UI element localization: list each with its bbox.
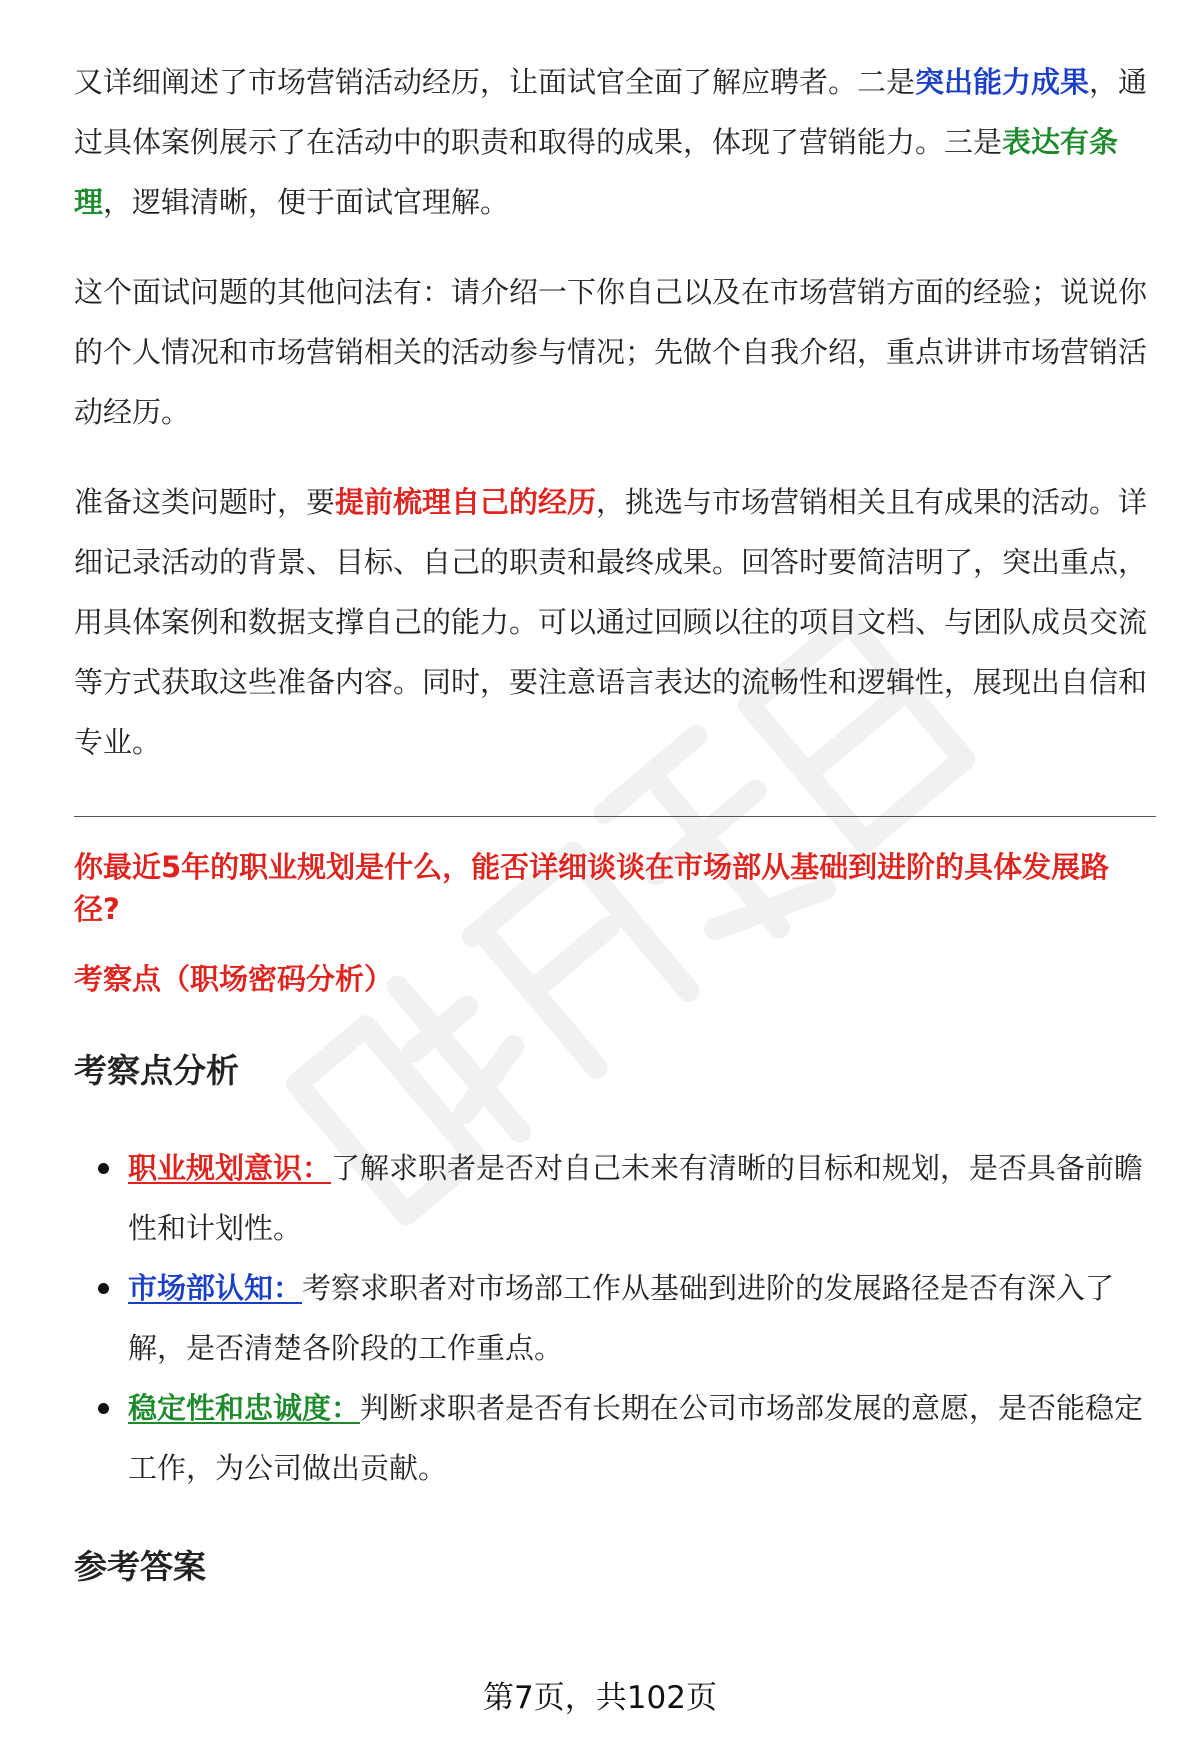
analysis-list — [74, 1138, 1154, 1498]
point-label: 市场部认知： — [128, 1271, 303, 1305]
list-item — [74, 1378, 1154, 1498]
text-span: ，挑选与市场营销相关且有成果的活动。详细记录活动的背景、目标、自己的职责和最终成果。回答时要简洁明了，突出重点，用具体案例和数据支撑自己的能力。可以通过回顾以往的项目文档、与团队成员交流等方式获取这些准备内容。同时，要注意语言表达的流畅性和逻辑性，展现出自信和专业。 — [74, 485, 1148, 759]
point-label: 稳定性和忠诚度： — [128, 1391, 361, 1425]
bullet-icon — [98, 1403, 109, 1414]
paragraph-preparation — [74, 472, 1152, 772]
page-footer: 第7页，共102页 — [483, 1680, 717, 1716]
answer-heading: 参考答案 — [74, 1547, 206, 1586]
list-item — [74, 1258, 1154, 1378]
highlight-prepare: 提前梳理自己的经历 — [335, 485, 597, 519]
paragraph-summary — [74, 52, 1152, 232]
point-text: 了解求职者是否对自己未来有清晰的目标和规划，是否具备前瞻性和计划性。 — [128, 1151, 1144, 1245]
point-text: 判断求职者是否有长期在公司市场部发展的意愿，是否能稳定工作，为公司做出贡献。 — [128, 1391, 1144, 1485]
paragraph-alternatives: 这个面试问题的其他问法有：请介绍一下你自己以及在市场营销方面的经验；说说你的个人情况和市场营销相关的活动参与情况；先做个自我介绍，重点讲讲市场营销活动经历。 — [74, 275, 1148, 429]
list-item — [74, 1138, 1154, 1258]
section-divider — [74, 816, 1156, 817]
highlight-logic: 表达有条理 — [74, 125, 1119, 219]
highlight-ability: 突出能力成果 — [915, 65, 1090, 99]
text-span: 准备这类问题时，要 — [74, 485, 336, 519]
bullet-icon — [98, 1283, 109, 1294]
exam-point-subhead: 考察点（职场密码分析） — [74, 962, 394, 996]
bullet-icon — [98, 1163, 109, 1174]
analysis-heading: 考察点分析 — [74, 1051, 239, 1090]
point-text: 考察求职者对市场部工作从基础到进阶的发展路径是否有深入了解，是否清楚各阶段的工作重点。 — [128, 1271, 1115, 1365]
point-label: 职业规划意识： — [128, 1151, 332, 1185]
text-span: ，通过具体案例展示了在活动中的职责和取得的成果，体现了营销能力。三是 — [74, 65, 1148, 159]
intro-section — [74, 52, 1152, 772]
text-span: 又详细阐述了市场营销活动经历，让面试官全面了解应聘者。二是 — [74, 65, 916, 99]
question-title: 你最近5年的职业规划是什么，能否详细谈谈在市场部从基础到进阶的具体发展路径? — [74, 850, 1110, 926]
text-span: ，逻辑清晰，便于面试官理解。 — [103, 185, 510, 219]
